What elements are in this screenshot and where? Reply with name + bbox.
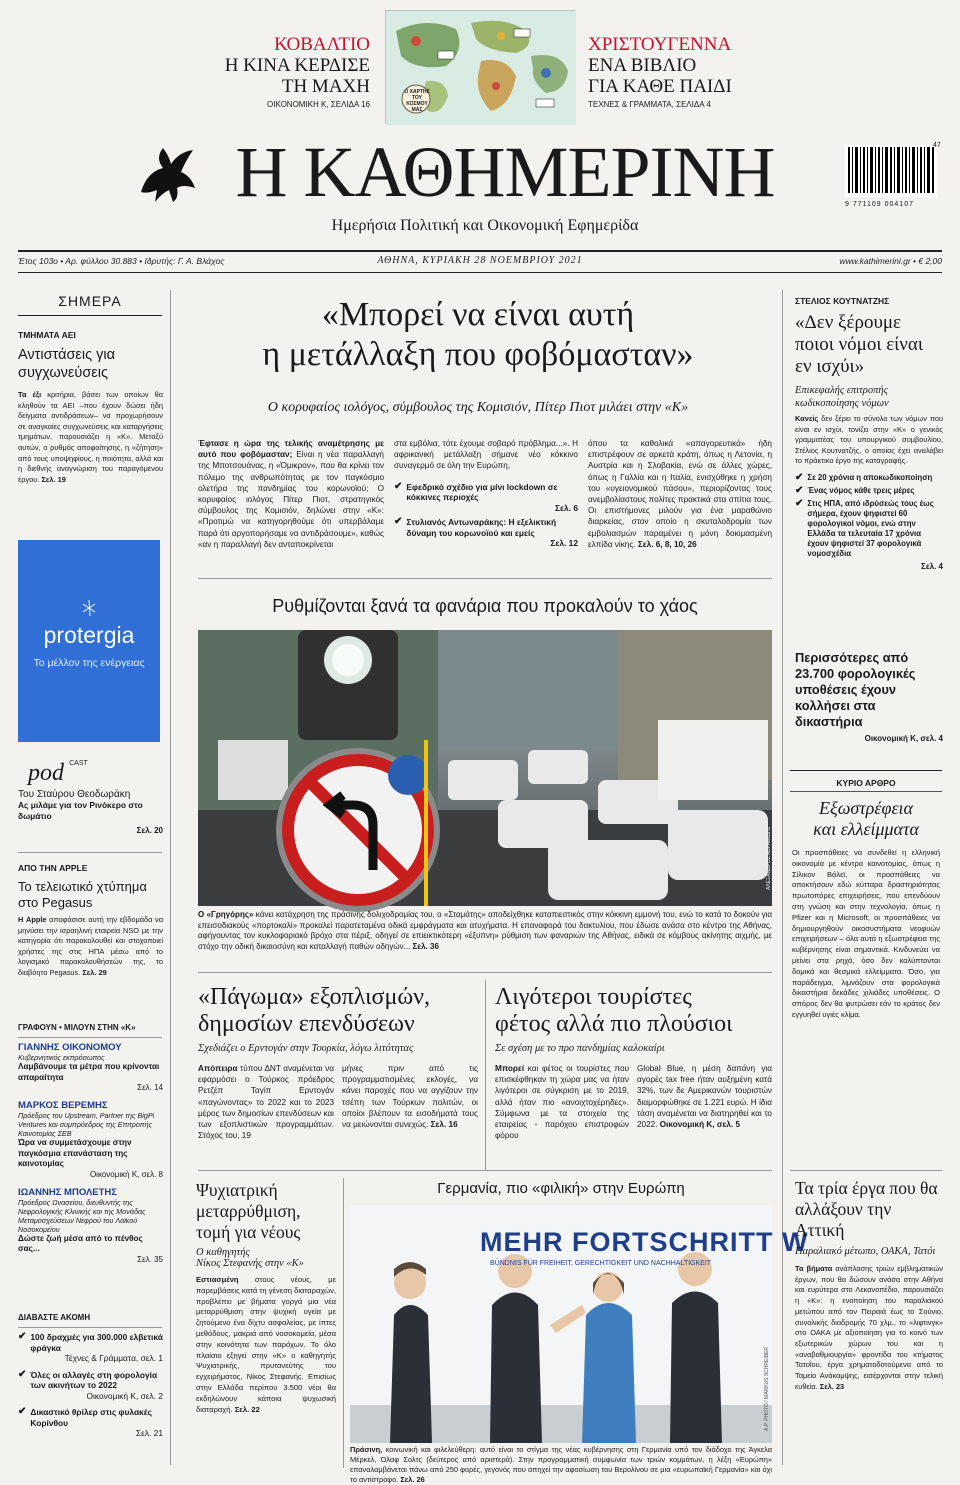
read-more-title: 100 δραχμές για 300.000 ελβετικά φράγκα: [30, 1332, 163, 1353]
lower-divider: [343, 1178, 344, 1468]
teaser-ref: ΤΕΧΝΕΣ & ΓΡΑΜΜΑΤΑ, ΣΕΛΙΔΑ 4: [588, 100, 711, 109]
read-more-title: Όλες οι αλλαγές στη φορολογία των ακινήτων το 2022: [30, 1369, 158, 1390]
check-icon: ✔: [18, 1368, 27, 1380]
lead-check-item[interactable]: [394, 517, 578, 549]
read-more-text: [30, 1370, 163, 1402]
story-kicker: ΑΠΟ ΤΗΝ APPLE: [18, 863, 88, 873]
writers-rule: [18, 1037, 162, 1038]
story-body: Τα έξι κριτήρια, βάσει των οποίων θα κληθούν τα ΑΕΙ –που έχουν δώσει ήδη δείγματα αντιδράσεων– να προχωρήσουν σε αναγκαίες συγχωνεύσεις και καταργήσεις τμημάτων, παρουσιάζει η «Κ». Μεταξύ αυτών, ο ρυθμός αποφοίτησης, η «ζήτηση» από τους υποψηφίους, η ποιότητα, αλλά και η διεθνής αναγνώριση του παραγόμενου έργου. Σελ. 19: [18, 390, 163, 484]
writers-label: ΓΡΑΦΟΥΝ • ΜΙΛΟΥΝ ΣΤΗΝ «Κ»: [18, 1023, 136, 1032]
germany-caption: Πράσινη, κοινωνική και φιλελεύθερη: αυτό είναι το στίγμα της νέας κυβέρνησης στη Γερμανία υπό τον διάδοχο της Άγκελα Μέρκελ, Όλαφ Σολτς (δεύτερος από αριστερά). Στην προγραμματική συμφωνία των τριών κομμάτων, η λέξη «Ευρώπη» επαναλαμβάνεται πάνω από 250 φορές, γεγονός που απηχεί την αφοσίωση του Βερολίνου σε μια «ευρωπαϊκή Γερμανία» και όχι το αντίστροφο. Σελ. 26: [350, 1445, 772, 1484]
read-more-item[interactable]: [18, 1370, 163, 1402]
ad-tagline: Το μέλλον της ενέργειας: [33, 657, 145, 669]
read-more-item[interactable]: [18, 1407, 163, 1439]
attica-story[interactable]: [795, 1178, 943, 1392]
author-ref: Σελ. 35: [137, 1254, 163, 1264]
teaser-kicker: ΧΡΙΣΤΟΥΓΕΝΝΑ: [588, 34, 732, 55]
defense-col-2: μήνες πριν από τις προγραμματισμένες εκλογές, να κάνει παροχές που να αγγίζουν την τσέπη των Τούρκων πολιτών, οι οποίοι βλέπουν τα εισοδήματά τους να μειώνονται συνεχώς. Σελ. 16: [342, 1064, 478, 1130]
story-title: «Δεν ξέρουμε ποιοι νόμοι είναι εν ισχύι»: [795, 312, 923, 377]
law-check-text: Σε 20 χρόνια η αποκωδικοποίηση: [807, 472, 933, 482]
author-name: ΜΑΡΚΟΣ ΒΕΡΕΜΗΣ: [18, 1100, 108, 1111]
ad-brand: protergia: [43, 622, 135, 648]
read-more-list: [18, 1332, 163, 1445]
law-check-text: Ένας νόμος κάθε τρεις μέρες: [807, 485, 915, 495]
author-entry[interactable]: [18, 1100, 163, 1179]
lead-subhead: Ο κορυφαίος ιολόγος, σύμβουλος της Κομισιόν, Πίτερ Πιοτ μιλάει στην «Κ»: [267, 400, 689, 415]
tourism-col-2: Global Blue, η μέση δαπάνη για αγορές tax free ήταν αυξημένη κατά 32%, των δε Αμερικανών τουριστών διαμορφώθηκε σε 1.221 ευρώ. Η ίδια τάση αναμένεται να διατηρηθεί και το 2022. Οικονομική Κ, σελ. 5: [637, 1064, 772, 1130]
story-kicker: ΤΜΗΜΑΤΑ ΑΕΙ: [18, 330, 76, 340]
check-icon: ✔: [18, 1331, 27, 1342]
editorial-title: Εξωστρέφεια: [819, 798, 913, 818]
lead-check-text: [406, 517, 578, 549]
law-checks: [795, 473, 943, 559]
story-title: Το τελειωτικό χτύπημα στο Pegasus: [18, 879, 147, 910]
law-check-item[interactable]: [795, 473, 943, 483]
ad-logo-icon: [79, 598, 99, 618]
author-ref: Οικονομική Κ, σελ. 8: [89, 1169, 163, 1179]
backdrop-text: MEHR FORTSCHRITT W: [480, 1227, 809, 1257]
today-rule: [18, 315, 162, 316]
story-subhead: Νίκος Στεφανής στην «Κ»: [196, 1258, 304, 1269]
read-more-title: Δικαστικό θρίλερ στις φυλακές Κορίνθου: [30, 1407, 152, 1428]
lead-check-ref: Σελ. 6: [555, 502, 578, 513]
story-kicker: ΣΤΕΛΙΟΣ ΚΟΥΤΝΑΤΖΗΣ: [795, 296, 890, 306]
story-title: Ψυχιατρική μεταρρύθμιση, τομή για νέους: [196, 1180, 301, 1242]
germany-headline[interactable]: Γερμανία, πιο «φιλική» στην Ευρώπη: [437, 1180, 685, 1197]
editorial-body: Οι προσπάθειες να συνδεθεί η ελληνική οικονομία με κέντρα καινοτομίας, όπως η Σίλικον Βάλεϊ, οι προσπάθειες να αποκτήσουν εδώ κύτταρα δραστηριότητας πρωτοπόρες επιχειρήσεις, που επενδύουν στη γνώση και στην τεχνολογία, όπως η Pfizer και η Microsoft, οι προσπάθειες να δημιουργηθούν οικοσυστήματα νεοφυών επιχειρήσεων – όλα αυτά η εξωστρέφεια της κυβέρνησης είναι σημαντικά. Κινδυνεύει να μείνει στα ρηχά, όσο δεν καλύπτονται δομικά και θεσμικά ελλείμματα. Όσο, για παράδειγμα, λιμνάζουν στα φορολογικά δικαστήρια δεκάδες χιλιάδες υποθέσεις. Ο σπόρος δεν θα φυτρώσει εάν το κράτος δεν εγγυηθεί υγιές κλίμα.: [792, 848, 940, 1019]
law-check-item[interactable]: [795, 499, 943, 559]
story-subhead: Παραλιακό μέτωπο, ΟΑΚΑ, Τατόι: [795, 1246, 936, 1257]
teaser-title: ΤΗ ΜΑΧΗ: [281, 76, 370, 97]
issue-date: ΑΘΗΝΑ, ΚΥΡΙΑΚΗ 28 ΝΟΕΜΒΡΙΟΥ 2021: [377, 255, 583, 266]
lead-col-3: όπου τα καθολικά «απαγορευτικά» ήδη επιστρέφουν σε αρκετά κράτη, όπως η Λετονία, η Αυστρία και η Σλοβακία, ενώ σε άλλες χώρες, όπως η Γαλλία και η Ιταλία, ενισχύθηκε η χρήση του «υγειονομικού πάσου», περιορίζοντας τους ανεμβολίαστους πολίτες πρακτικά στα σπίτια τους. Οι επιστήμονες μιλούν για ένα μαραθώνιο διαρκείας, στον οποίο η σκυταλοδρομία των εμβολιασμών παραμένει η μόνη δοκιμασμένη ελπίδα νίκης. Σελ. 6, 8, 10, 26: [588, 439, 772, 549]
story-body: Κανείς δεν ξέρει το σύνολο των νόμων που είναι εν ισχύι, τονίζει στην «Κ» ο γενικός γραμματέας του υπουργικού συμβουλίου, Στέλιος Κουτνατζής, ο οποίος έχει αναλάβει το πράκτικο έργο της καταγραφής.: [795, 414, 943, 466]
check-icon: ✔: [795, 484, 804, 496]
author-role: Κυβερνητικός εκπρόσωπος: [18, 1053, 105, 1062]
check-icon: ✔: [394, 480, 403, 492]
photo-credit: A.P. PHOTO / MARKUS SCHREIBER: [764, 1346, 770, 1431]
apple-story[interactable]: [18, 863, 163, 979]
author-entry[interactable]: [18, 1042, 163, 1092]
teaser-ref: ΟΙΚΟΝΟΜΙΚΗ Κ, ΣΕΛΙΔΑ 16: [267, 100, 370, 109]
masthead-right-teaser[interactable]: [588, 34, 768, 109]
author-article-title: Λαμβάνουμε τα μέτρα που κρίνονται απαραίτητα: [18, 1062, 160, 1082]
story-body: Τα βήματα ανάπλασης τριών εμβληματικών έργων, που θα δώσουν ανάσα στην Αθήνα και ευρύτερα στο Λεκανοπέδιο, παρουσιάζει η «Κ»: η ενοποίηση του παραλιακού μετώπου από τον Πειραιά έως το Σούνιο, συνολικής διαδρομής 70 χλμ., το «λιφτινγκ» στο ΟΑΚΑ με αξιοποίηση για το κοινό των εξωτερικών χώρων του και η «αναβαθμιουργία» φροντίδα του κτήματος Τατοΐου, έργα χρηματοδοτούμενα από το Ταμείο Ανάκαμψης, εισέρχονται στην τελική ευθεία. Σελ. 23: [795, 1264, 944, 1391]
author-article-title: Ώρα να συμμετάσχουμε στην παγκόσμια επανάσταση της καινοτομίας: [18, 1138, 132, 1168]
tax-story[interactable]: [795, 650, 943, 743]
law-story[interactable]: [795, 296, 943, 571]
check-icon: ✔: [795, 471, 804, 483]
website-price: www.kathimerini.gr • € 2,00: [839, 256, 942, 266]
lead-col-2: [394, 438, 578, 553]
tourism-col-1: Μπορεί και φέτος οι τουρίστες που επισκέφθηκαν τη χώρα μας να ήταν λιγότεροι σε σύγκριση με το 2019, αλλά ήταν πιο «ανοιχτοχέρηδες». Σύμφωνα με τα στοιχεία της εταιρείας - παρόχου επιστροφών φόρου: [495, 1064, 629, 1141]
authors-list: [18, 1042, 163, 1272]
author-role: Πρόεδρος Ωνασείου, διευθυντής της Νεφρολογικής Κλινικής και της Μονάδας Μεταμοσχεύσεων Νεφρού του Λαϊκού Νοσοκομείου: [18, 1197, 146, 1234]
author-ref: Σελ. 14: [137, 1083, 163, 1092]
map-caption: Ο ΧΑΡΤΗΣ ΤΟΥ ΚΟΣΜΟΥ ΜΑΣ: [404, 89, 430, 113]
newspaper-subtitle: Ημερήσια Πολιτική και Οικονομική Εφημερίδα: [331, 217, 639, 234]
issue-info: Έτος 103ο • Αρ. φύλλου 30.883 • Ιδρυτής: Γ. Α. Βλάχος: [18, 256, 225, 266]
lead-check-text: [406, 482, 578, 514]
photo-credit: ΑΛΕΞΑΝΔΡΟΣ ΑΒΡΑΜΙΔΗΣ: [766, 826, 772, 890]
backdrop-subtext: BÜNDNIS FÜR FREIHEIT, GERECHTIGKEIT UND NACHHALTIGKEIT: [490, 1260, 712, 1267]
teaser-title: Η ΚΙΝΑ ΚΕΡΔΙΣΕ: [224, 55, 370, 76]
podcast-title: Ας μιλάμε για τον Ρινόκερο στο δωμάτιο: [18, 800, 143, 821]
story-title: Περισσότερες από 23.700 φορολογικές υποθέσεις έχουν κολλήσει στα δικαστήρια: [795, 650, 916, 729]
editorial-label: ΚΥΡΙΟ ΑΡΘΡΟ: [790, 775, 942, 792]
masthead-left-teaser[interactable]: [200, 34, 370, 109]
germany-photo[interactable]: [350, 1205, 809, 1443]
author-article-title: Δώστε ζωή μέσα από το πένθος σας...: [18, 1233, 143, 1253]
law-checks-ref: Σελ. 4: [921, 561, 943, 571]
lead-check-title: Στυλιανός Αντωναράκης: Η εξελικτική δύναμη του κορωνοϊού και εμείς: [406, 517, 557, 538]
editorial-rule: [790, 770, 942, 771]
editorial[interactable]: [790, 775, 942, 1021]
read-more-label: ΔΙΑΒΑΣΤΕ ΑΚΟΜΗ: [18, 1313, 91, 1322]
traffic-headline[interactable]: Ρυθμίζονται ξανά τα φανάρια που προκαλούν το χάος: [272, 596, 698, 616]
story-title: Αντιστάσεις για συγχωνεύσεις: [18, 347, 115, 381]
podcast-ref: Σελ. 20: [136, 826, 163, 835]
section-rule: [18, 852, 162, 853]
law-check-item[interactable]: [795, 486, 943, 496]
podcast-logo-sub: CAST: [69, 760, 88, 767]
story-subhead: Ο καθηγητής: [196, 1247, 250, 1258]
lead-headline[interactable]: «Μπορεί να είναι αυτή η μετάλλαξη που φοβόμασταν»: [262, 296, 694, 373]
law-check-text: Στις ΗΠΑ, από ιδρύσεώς τους έως σήμερα, έχουν ψηφιστεί 60 φορολογικοί νόμοι, ενώ στην Ελλάδα τα τελευταία 17 χρόνια έχουν ψηφιστεί 37 φορολογικά νομοσχέδια: [807, 498, 934, 558]
lead-check-item[interactable]: [394, 482, 578, 514]
lead-check-title: Εφεδρικό σχέδιο για μίνι lockdown σε κόκκινες περιοχές: [406, 481, 558, 503]
author-role: Πρόεδρος του Upstream, Partner της BigPi Ventures και συμπρόεδρος της Επιτροπής Καινοτομίας ΣΕΒ: [18, 1111, 155, 1138]
check-icon: ✔: [18, 1406, 27, 1417]
barcode-number: 9 771109 004107: [845, 201, 914, 208]
traffic-caption: Ο «Γρηγόρης» κάνει κατάχρηση της πράσινης δολιχοδρομίας του, ο «Σταμάτης» αποδείχθηκε καταπιεστικός στην κόκκινη εμμονή του, ενώ το κατά το δοκούν για επεισοδιακούς «πορτοκαλί» προκαλεί παρατεταμένα οδικά εμφράγματα και ατυχήματα. Η επαναφορά του δακτυλίου, που έδωσε ανάσα στο κέντρο της Αθήνας, αφήγουντας τον κυκλοφοριακό βρόχο στα πέριξ, οδηγεί σε επιεικτικότερη «έξυπνη» ρύθμιση των φαναριών της Αθήνας, ειδικά σε κόμβους ακίνητης αιχμής, με στόχο την οδική δικαιοσύνη και καταλλαγή παθών οδηγών... Σελ. 36: [198, 910, 772, 951]
check-icon: ✔: [394, 516, 403, 528]
lead-rule: [198, 578, 772, 579]
read-more-rule: [18, 1327, 162, 1328]
story-title: Τα τρία έργα που θα αλλάξουν την Αττική: [795, 1178, 938, 1240]
read-more-ref: Τέχνες & Γράμματα, σελ. 1: [64, 1353, 163, 1363]
griffin-logo-icon: [133, 142, 201, 206]
barcode: [845, 142, 941, 208]
read-more-ref: Σελ. 21: [135, 1428, 163, 1438]
story-ref: Οικονομική Κ, σελ. 4: [864, 734, 943, 743]
psych-story[interactable]: [196, 1180, 336, 1415]
teaser-title: ΕΝΑ ΒΙΒΛΙΟ: [588, 55, 697, 76]
defense-col-1: Απόπειρα τύπου ΔΝΤ αναμένεται να εφαρμόσει ο Τούρκος πρόεδρος Ρετζέπ Ταγίπ Ερντογάν «παγώνοντας» το 2022 και το 2023 μέρος των δημοσίων επενδύσεων και των εξοπλιστικών προγραμμάτων. Στόχος του, 19: [198, 1064, 334, 1141]
today-label: ΣΗΜΕΡΑ: [58, 293, 122, 309]
attica-rule: [790, 1170, 942, 1171]
read-more-text: [30, 1332, 163, 1364]
column-divider-left: [170, 290, 171, 1465]
column-divider-right: [782, 290, 783, 1465]
podcast-logo: pod: [28, 760, 64, 786]
masthead-rule-top: [18, 250, 942, 252]
aei-story[interactable]: [18, 330, 163, 485]
traffic-photo-drawing: [198, 630, 772, 906]
story-body: Η Apple αποφάσισε αυτή την εβδομάδα να μηνύσει την ισραηλινή εταιρεία NSO με την κατηγορία ότι παρακολουθεί και στοχοποιεί χρήστες της στις ΗΠΑ μέσω από το λογισμικό παρακολουθήσεών της, το διαβόητο Pegasus. Σελ. 29: [18, 915, 164, 977]
defense-headline[interactable]: «Πάγωμα» εξοπλισμών, δημοσίων επενδύσεων: [198, 984, 431, 1037]
world-map-illustration[interactable]: [385, 10, 575, 124]
lead-check-ref: Σελ. 12: [550, 538, 578, 549]
podcast-author: Του Σταύρου Θεοδωράκη: [18, 789, 131, 800]
barcode-issue: 47: [933, 142, 941, 149]
author-name: ΓΙΑΝΝΗΣ ΟΙΚΟΝΟΜΟΥ: [18, 1042, 122, 1053]
lead-col-1: Έφτασε η ώρα της τελικής αναμέτρησης με αυτό που φοβόμασταν; Είναι η νέα παραλλαγή της Μποτσουάνας, η «Όμικρον», που θα κρίνει τον πόλεμο της ανθρωπότητας με τον παγκόσμιο ολετήρα της πανδημίας του κορωνοϊού; Ο κορυφαίος ιολόγος Πίτερ Πιοτ, στρατηγικός σύμβουλος της Κομισιόν, δηλώνει στην «Κ»: «Προτιμώ να κατηγορηθούμε ότι υπερβάλαμε παρά ότι αργοπορήσαμε να αντιδράσουμε», καθώς «αν η παραλλαγή δεν ανταποκρίνεται: [198, 439, 384, 549]
author-name: ΙΩΑΝΝΗΣ ΜΠΟΛΕΤΗΣ: [18, 1186, 117, 1198]
read-more-ref: Οικονομική Κ, σελ. 2: [86, 1390, 163, 1401]
tourism-subhead: Σε σχέση με το προ πανδημίας καλοκαίρι: [495, 1043, 665, 1054]
lead-col-2-text: στα εμβόλια, τότε έχουμε σοβαρό πρόβλημα...». Η αφρικανική μετάλλαξη σήμανε νέο κόκκινο συναγερμό σε όλη την Ευρώπη,: [394, 439, 578, 471]
check-icon: ✔: [795, 497, 804, 509]
traffic-photo[interactable]: [198, 630, 772, 906]
author-entry[interactable]: [18, 1187, 163, 1264]
read-more-item[interactable]: [18, 1332, 163, 1364]
teaser-kicker: ΚΟΒΑΛΤΙΟ: [274, 34, 370, 55]
editorial-title: και ελλείμματα: [813, 819, 919, 839]
barcode-bars: [845, 145, 937, 197]
podcast-promo[interactable]: [18, 760, 163, 835]
newspaper-title: Η ΚΑΘΗΜΕΡΙΝΗ: [235, 132, 775, 212]
protergia-ad[interactable]: [18, 540, 160, 742]
lead-checks: [394, 482, 578, 549]
read-more-text: [30, 1407, 163, 1439]
story-body: Εστιασμένη στους νέους, με παρεμβάσεις κατά τη γένεση διαταραχών, προβλέπει με βήματα γοργά μια νέα μεταρρύθμιση στην ψυχική υγεία με ζητούμενο ένα δίχτυ ασφαλείας, με ίπτες μεθόδους, μακριά από νοσοκομεία, μέσα στην κοινότητα των παρόχων. Το όλο πλαίσιο εξηγεί στην «Κ» ο καθηγητής Ψυχιατρικής, πρυτανεύτης του εγχειρήματος, Νίκος Στεφανής. Επισίως στην Ελλάδα περίπου 3.500 νέοι θα εκδηλώνουν κάποια ψυχωσική διαταραχή. Σελ. 22: [196, 1275, 337, 1414]
lower-rule: [198, 1170, 772, 1171]
masthead-rule-bottom: [18, 272, 942, 273]
teaser-title: ΓΙΑ ΚΑΘΕ ΠΑΙΔΙ: [588, 76, 732, 97]
tourism-headline[interactable]: Λιγότεροι τουρίστες φέτος αλλά πιο πλούσιοι: [495, 984, 733, 1037]
mid-rule: [198, 972, 772, 973]
story-subhead: Επικεφαλής επιτροπής κωδικοποίησης νόμων: [795, 385, 889, 409]
defense-subhead: Σχεδιάζει ο Ερντογάν στην Τουρκία, λόγω λιτότητας: [198, 1043, 414, 1054]
mid-divider: [485, 980, 486, 1170]
